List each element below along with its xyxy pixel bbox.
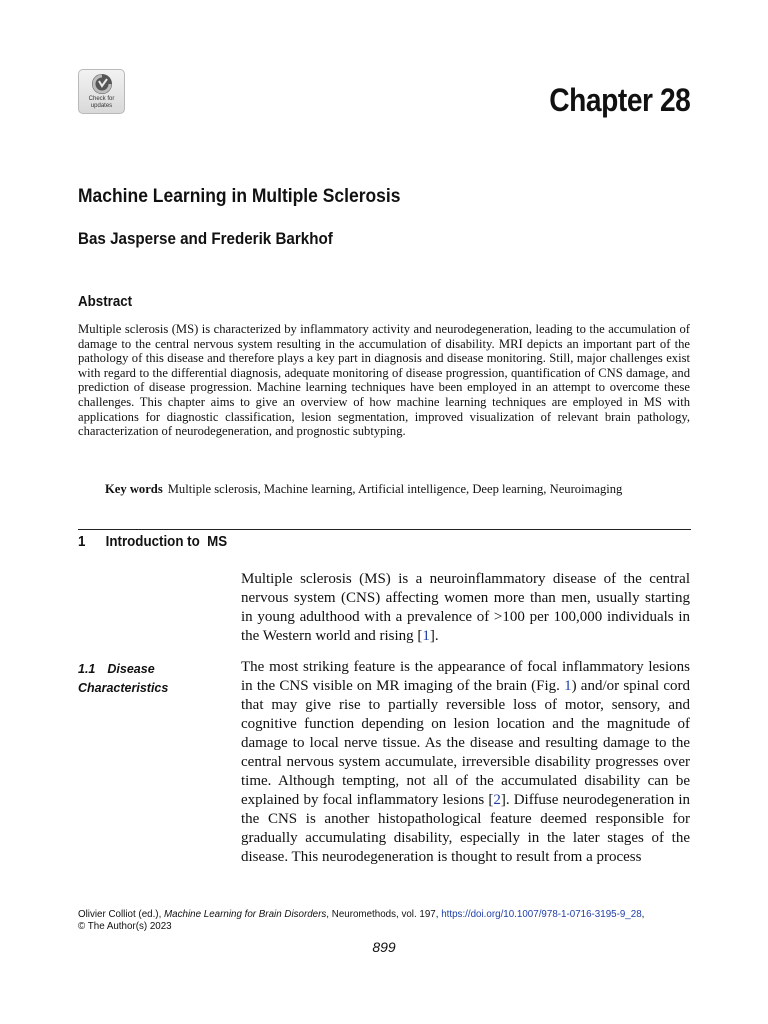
badge-line-2: updates bbox=[90, 103, 113, 109]
disease-text-c: ]. Diffuse neurodegeneration in the CNS is another histopathological feature deemed responsible for gradually accumulating disability, especially in the later stages of the disease. This neurodegeneration is thought to result from a process bbox=[241, 792, 691, 865]
abstract-heading: Abstract bbox=[78, 294, 133, 310]
badge-line-1: Check for bbox=[88, 96, 115, 102]
abstract-text: Multiple sclerosis (MS) is characterized by inflammatory activity and neurodegeneration, leading to the accumulation of damage to the central nervous system resulting in the accumulation of disability. MRI depicts an important part of the pathology of this disease and therefore plays a key part in diagnosis and disease monitoring. Still, major challenges exist with regard to the differential diagnosis, adequate monitoring of disease progression, quantification of CNS damage, and prediction of disease progression. Machine learning techniques have been employed in an attempt to overcome these challenges. This chapter aims to give an overview of how machine learning techniques are employed in MS with applications for diagnostic classification, lesion segmentation, improved visualization of relevant brain pathology, characterization of neurodegeneration, and prognostic subtyping. bbox=[78, 322, 690, 439]
footer-series: , Neuromethods, vol. 197, bbox=[326, 909, 442, 920]
doi-link[interactable]: https://doi.org/10.1007/978-1-0716-3195-9_28 bbox=[441, 909, 642, 920]
check-for-updates-badge[interactable] bbox=[78, 69, 125, 114]
section-divider bbox=[78, 529, 691, 530]
chapter-title: Machine Learning in Multiple Sclerosis bbox=[78, 186, 401, 207]
page-number: 899 bbox=[372, 939, 396, 955]
footer-editor: Olivier Colliot (ed.), bbox=[78, 909, 165, 920]
citation-link[interactable]: 1 bbox=[422, 628, 430, 644]
subsection-title-line2: Characteristics bbox=[78, 681, 169, 695]
footer-citation bbox=[78, 909, 698, 933]
authors: Bas Jasperse and Frederik Barkhof bbox=[78, 230, 333, 248]
section-heading bbox=[78, 534, 227, 550]
disease-text-a: The most striking feature is the appearance of focal inflammatory lesions in the CNS visible on MR imaging of the brain (Fig. bbox=[241, 659, 690, 694]
section-number: 1 bbox=[78, 534, 86, 550]
citation-link[interactable]: 2 bbox=[493, 792, 501, 808]
keywords bbox=[105, 482, 695, 497]
keywords-label: Key words bbox=[105, 482, 163, 496]
figure-link[interactable]: 1 bbox=[564, 678, 572, 694]
footer-comma: , bbox=[641, 909, 645, 920]
chapter-label: Chapter 28 bbox=[548, 82, 690, 118]
intro-text-end: ]. bbox=[429, 628, 439, 644]
disease-text-b: ) and/or spinal cord that may give rise to partially reversible loss of motor, sensory, and cognitive function depending on lesion location and the magnitude of damage to local nerve tissue. As the disease and resulting damage to the central nervous system accumulate, irreversible disability progresses over time. Although tempting, not all of the accumulated disability can be explained by focal inflammatory lesions [ bbox=[241, 678, 690, 808]
footer-book-title: Machine Learning for Brain Disorders bbox=[164, 909, 327, 920]
intro-text: Multiple sclerosis (MS) is a neuroinflammatory disease of the central nervous system (CNS) affecting women more than men, usually starting in young adulthood with a prevalence of >100 per 100,000 individuals in the Western world and rising [ bbox=[241, 571, 690, 644]
check-for-updates-icon bbox=[91, 73, 113, 95]
subsection-title-line1: Disease bbox=[107, 662, 155, 676]
intro-paragraph bbox=[241, 570, 690, 646]
keywords-text: Multiple sclerosis, Machine learning, Artificial intelligence, Deep learning, Neuroimaging bbox=[167, 482, 623, 496]
subsection-number: 1.1 bbox=[78, 662, 96, 676]
section-title: Introduction to MS bbox=[105, 534, 228, 550]
copyright: © The Author(s) 2023 bbox=[78, 921, 172, 932]
disease-paragraph bbox=[241, 658, 690, 867]
subsection-heading bbox=[78, 660, 218, 698]
